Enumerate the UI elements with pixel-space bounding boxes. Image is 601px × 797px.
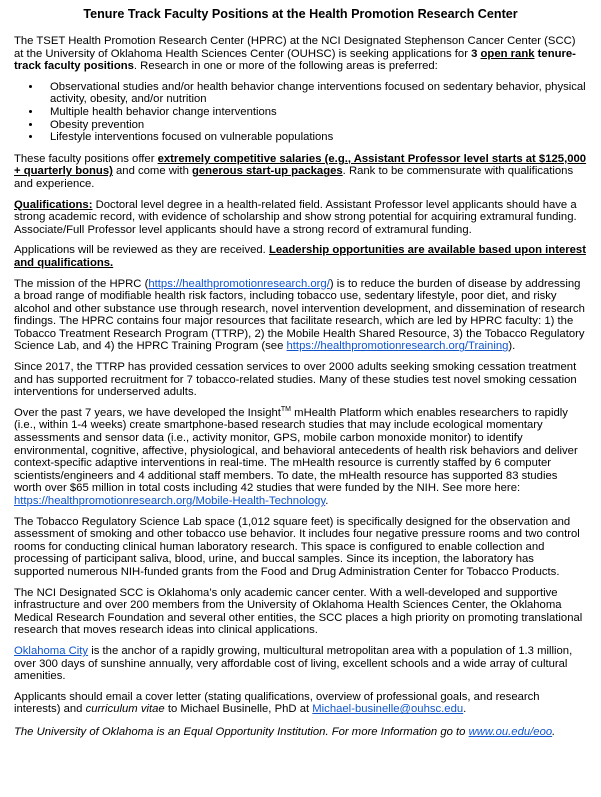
eoo-footer: [14, 726, 587, 739]
list-item: • Observational studies and/or health behavior change interventions focused on sedentary behavior, physical activity, obesity, and/or nutrition: [42, 81, 587, 106]
salary-text: These faculty positions offer: [14, 152, 158, 165]
applications-paragraph: [14, 244, 587, 269]
apply-text: Applicants should email a cover letter (stating qualifications, overview of professional goals, and research interests) and: [14, 690, 540, 716]
okc-paragraph: [14, 645, 587, 683]
salary-text: and come with: [112, 165, 192, 178]
salary-paragraph: [14, 153, 587, 191]
page-title: Tenure Track Faculty Positions at the Health Promotion Research Center: [83, 7, 518, 21]
intro-text-end: . Research in one or more of the following areas is preferred:: [133, 60, 438, 73]
apply-text: .: [463, 703, 467, 716]
salary-emphasis: extremely competitive salaries (e.g., Assistant Professor level starts at $125,000 + quarterly bonus): [14, 152, 587, 178]
startup-emphasis: generous start-up packages: [192, 165, 343, 178]
cv-emphasis: curriculum vitae: [85, 703, 165, 716]
insight-text: .: [325, 495, 329, 507]
hprc-website-link[interactable]: https://healthpromotionresearch.org/: [148, 277, 330, 290]
scc-paragraph: The NCI Designated SCC is Oklahoma’s only academic cancer center. With a well-developed and supportive infrastructure and over 200 members from the University of Oklahoma Health Sciences Center, the Oklahoma Medical Research Foundation and several other entities, the SCC places a high priority on promoting translational research that moves research ideas into clinical applications.: [14, 586, 583, 637]
insight-text: mHealth Platform which enables researchers to rapidly (i.e., within 1-4 weeks) create smartphone-based research studies that may include ecological momentary assessments and sensor data (i.e., activity monitor, GPS, mobile carbon monoxide monitor) to identify environmental, cognitive, affective, physiological, and behavioral antecedents of health risk behaviors and deliver context-specific adaptive interventions in real-time. The mHealth resource is currently staffed by 6 computer scientists/engineers and 4 additional staff members. To date, the mHealth resource has supported 83 studies worth over $65 million in total costs including 42 studies that were funded by the NIH. See more here:: [14, 406, 578, 495]
apply-paragraph: [14, 691, 587, 716]
open-rank-emphasis: open rank: [480, 47, 535, 60]
insight-text: Over the past 7 years, we have developed the Insight: [14, 406, 281, 419]
list-item: • Multiple health behavior change interventions: [42, 106, 587, 119]
applications-text: Applications will be reviewed as they are received.: [14, 244, 269, 257]
oklahoma-city-link[interactable]: Oklahoma City: [14, 644, 89, 657]
research-areas-list: [14, 81, 587, 144]
training-program-link[interactable]: https://healthpromotionresearch.org/Training: [286, 340, 509, 353]
ttrp-paragraph: Since 2017, the TTRP has provided cessation services to over 2000 adults seeking smoking cessation treatment and has supported recruitment for 7 tobacco-related studies. Many of these studies test novel smoking cessation interventions for underserved adults.: [14, 361, 577, 399]
lab-paragraph: The Tobacco Regulatory Science Lab space (1,012 square feet) is specifically designed for the observation and assessment of smoking and other tobacco use behavior. It includes four negative pressure rooms and two control rooms for conducting clinical human laboratory research. This space is configured to enable collection and processing of participant saliva, blood, urine, and buccal samples. Since its inception, the laboratory has supported numerous NIH-funded grants from the Food and Drug Administration Center for Tobacco Products.: [14, 515, 580, 578]
mission-text: The mission of the HPRC (: [14, 277, 149, 290]
mission-text: ) is to reduce the burden of disease by addressing a broad range of modifiable health risk factors, including tobacco use, sedentary lifestyle, poor diet, and risky alcohol and other substance use through research, novel intervention development, and dissemination of research findings. The HPRC contains four major resources that facilitate research, which are led by HPRC faculty: 1) the Tobacco Treatment Research Program (TTRP), 2) the Mobile Health Shared Resource, 3) the Tobacco Regulatory Science Lab, and 4) the HPRC Training Program (see: [14, 277, 585, 353]
okc-text: is the anchor of a rapidly growing, multicultural metropolitan area with a population of 1.3 million, over 300 days of sunshine annually, very affordable cost of living, excellent schools and a wide array of cultural amenities.: [14, 644, 573, 683]
mission-text: ).: [508, 340, 516, 353]
qualifications-paragraph: [14, 199, 587, 237]
intro-paragraph: [14, 35, 587, 73]
qualifications-text: Doctoral level degree in a health-related field. Assistant Professor level applicants should have a strong academic record, with evidence of scholarship and show strong potential for acquiring extramural funding. Associate/Full Professor level applicants should have a strong record of extramural funding.: [14, 198, 577, 236]
contact-email-link[interactable]: Michael-businelle@ouhsc.edu: [312, 703, 464, 716]
mobile-health-link[interactable]: https://healthpromotionresearch.org/Mobile-Health-Technology: [14, 495, 326, 507]
position-count: 3: [471, 47, 481, 60]
leadership-emphasis: Leadership opportunities are available based upon interest and qualifications.: [14, 244, 586, 269]
salary-text: . Rank to be commensurate with qualifications and experience.: [14, 165, 574, 190]
apply-text: to Michael Businelle, PhD at: [164, 703, 313, 716]
list-item: • Lifestyle interventions focused on vulnerable populations: [42, 131, 587, 144]
footer-text: The University of Oklahoma is an Equal Opportunity Institution. For more Information go to: [14, 725, 469, 738]
eoo-link[interactable]: www.ou.edu/eoo: [468, 725, 553, 738]
list-item: • Obesity prevention: [42, 119, 587, 132]
footer-end: .: [552, 725, 556, 738]
trademark-superscript: TM: [280, 406, 292, 414]
insight-paragraph: [14, 407, 587, 508]
tenure-emphasis: tenure-track faculty positions: [14, 47, 576, 73]
intro-text: The TSET Health Promotion Research Center (HPRC) at the NCI Designated Stephenson Cancer Center (SCC) at the University of Oklahoma Health Sciences Center (OUHSC) is seeking applications for: [14, 35, 576, 60]
mission-paragraph: [14, 278, 587, 354]
qualifications-label: Qualifications:: [14, 198, 93, 211]
